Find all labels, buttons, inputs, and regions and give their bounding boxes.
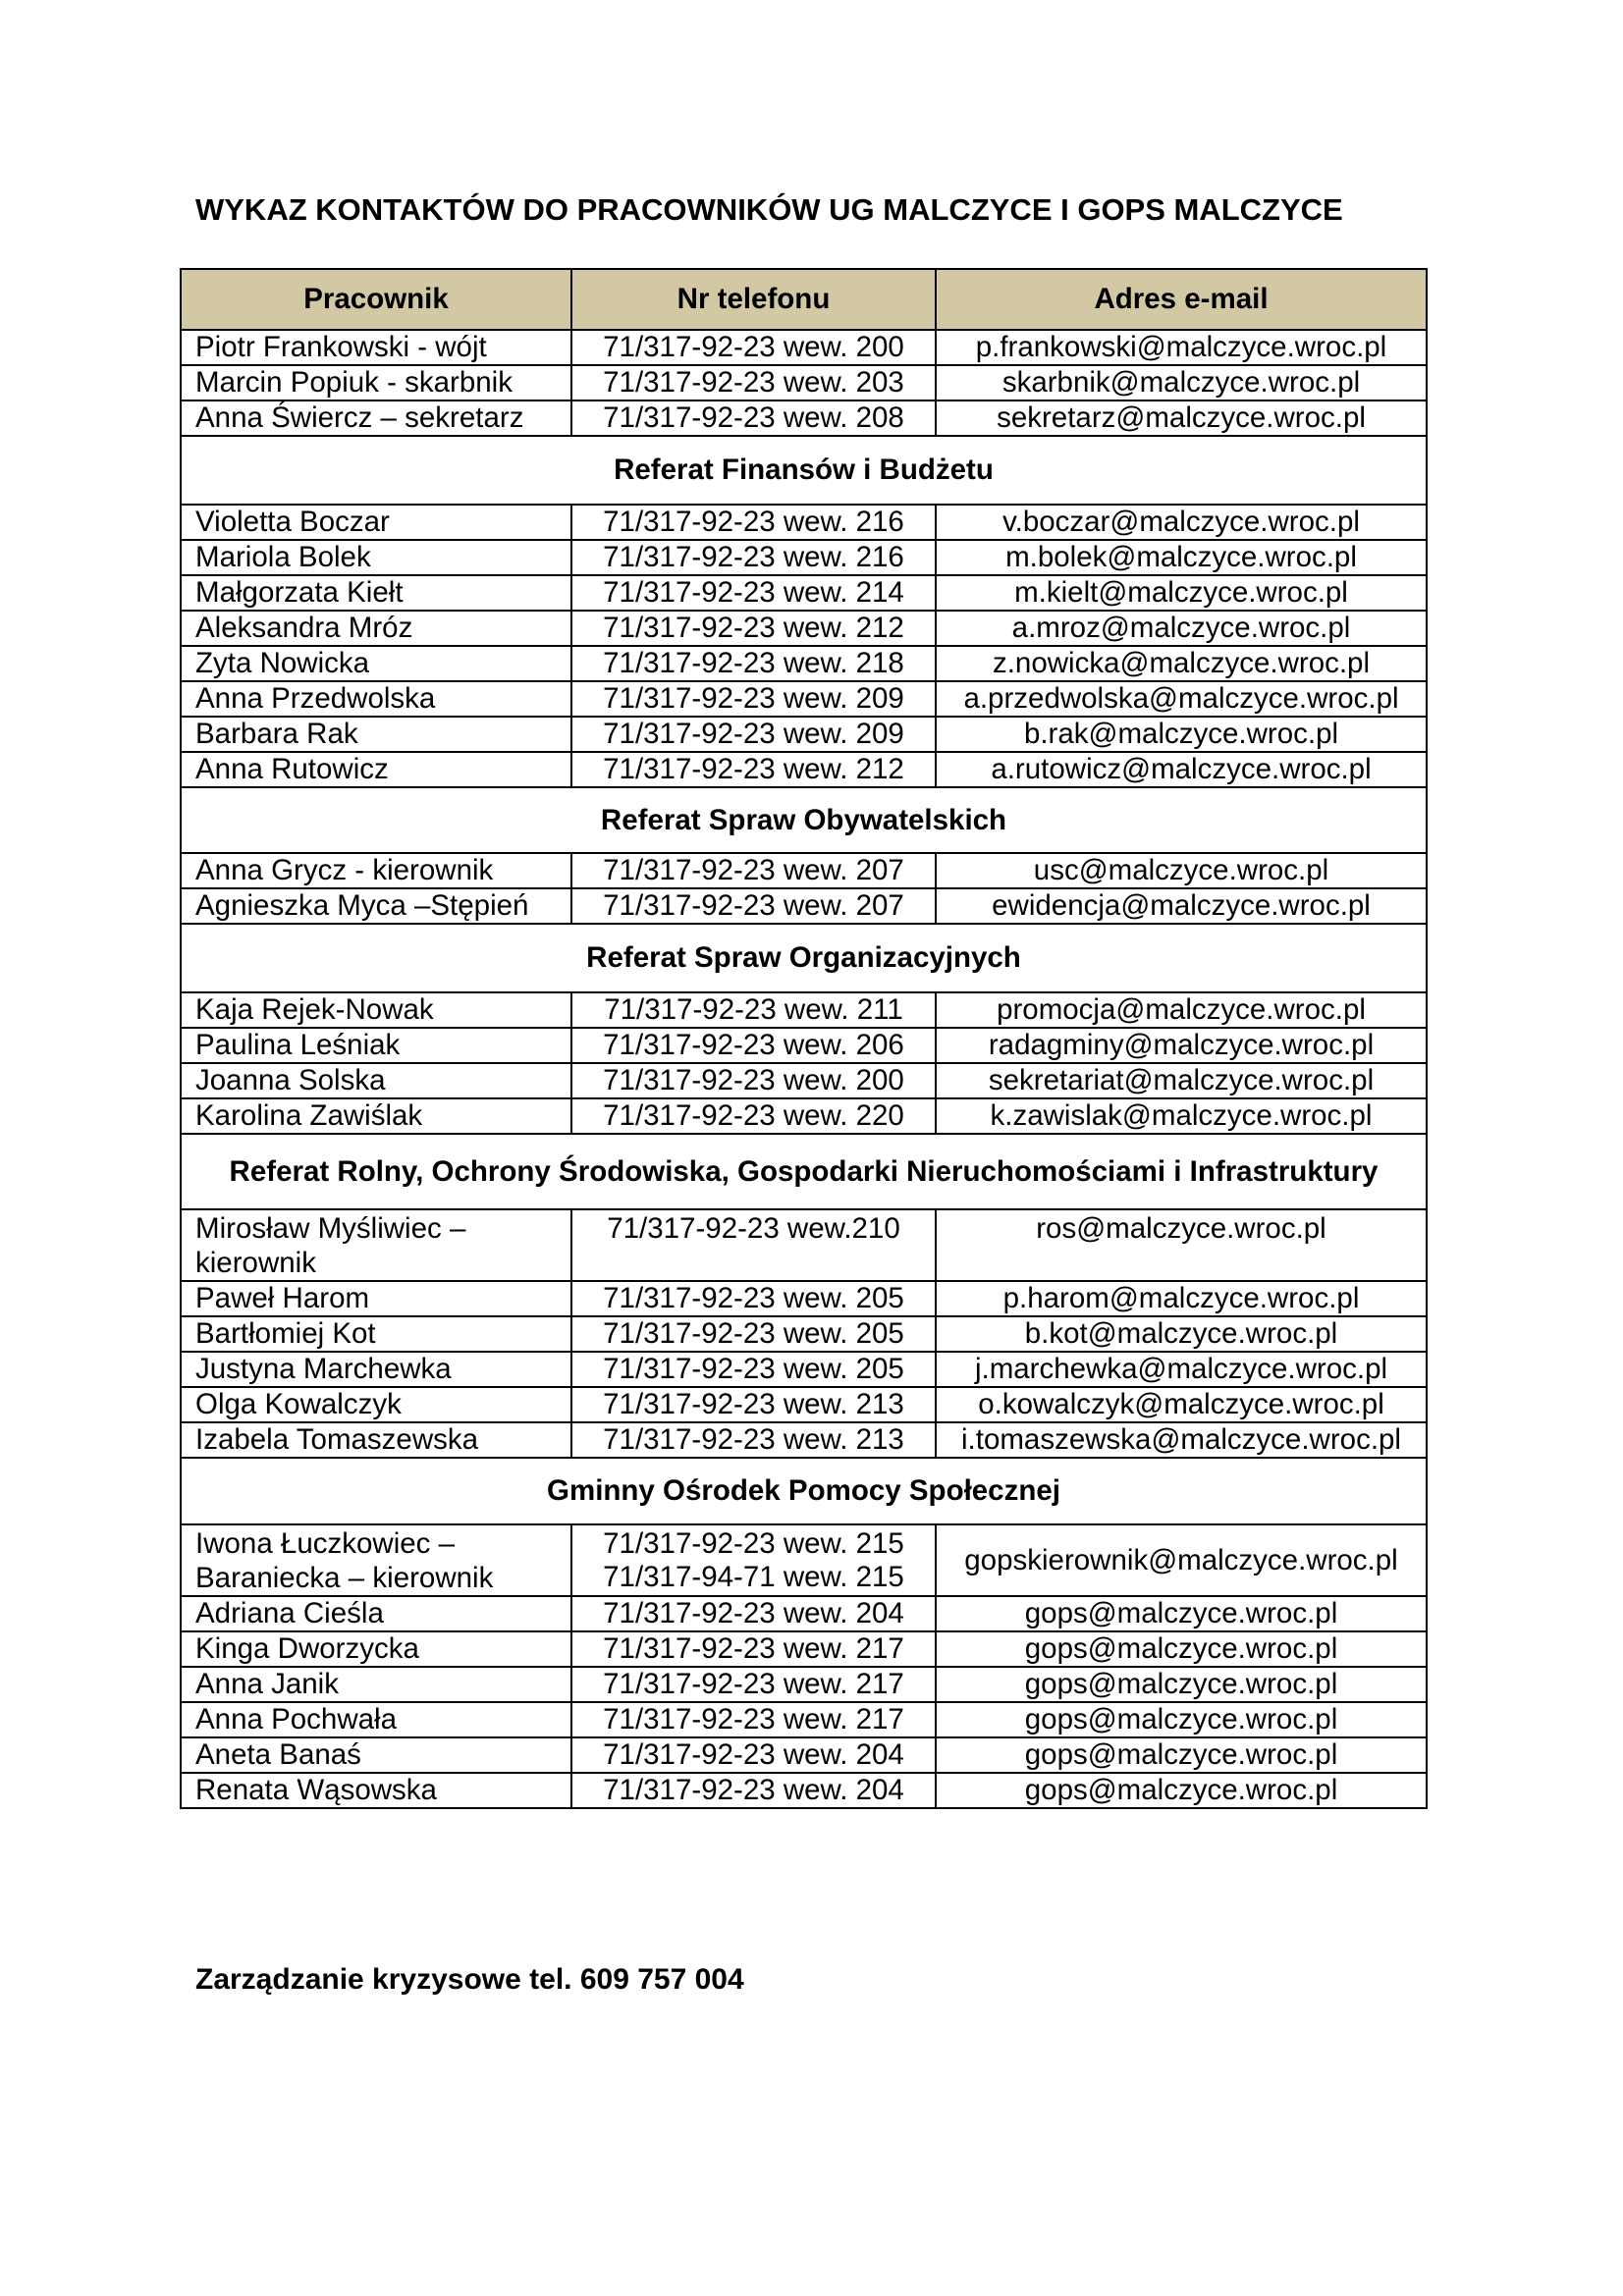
table-header-row xyxy=(181,269,1427,330)
employee-name: Anna Grycz - kierownik xyxy=(181,853,571,888)
employee-name: Mariola Bolek xyxy=(181,540,571,575)
table-row xyxy=(181,1596,1427,1631)
table-row xyxy=(181,330,1427,365)
phone-number: 71/317-92-23 wew. 200 xyxy=(571,1063,936,1098)
employee-name: Adriana Cieśla xyxy=(181,1596,571,1631)
section-row xyxy=(181,436,1427,505)
email-address: gops@malczyce.wroc.pl xyxy=(936,1737,1427,1773)
email-address: m.bolek@malczyce.wroc.pl xyxy=(936,540,1427,575)
phone-number: 71/317-92-23 wew. 213 xyxy=(571,1387,936,1422)
section-row xyxy=(181,1134,1427,1209)
employee-name: Małgorzata Kiełt xyxy=(181,575,571,611)
email-address: gops@malczyce.wroc.pl xyxy=(936,1631,1427,1667)
employee-name: Aneta Banaś xyxy=(181,1737,571,1773)
table-row xyxy=(181,1281,1427,1316)
section-heading: Referat Spraw Obywatelskich xyxy=(181,787,1427,853)
email-address: m.kielt@malczyce.wroc.pl xyxy=(936,575,1427,611)
email-address: gops@malczyce.wroc.pl xyxy=(936,1773,1427,1808)
email-address: usc@malczyce.wroc.pl xyxy=(936,853,1427,888)
phone-number: 71/317-92-23 wew. 216 xyxy=(571,505,936,540)
table-row xyxy=(181,853,1427,888)
phone-number: 71/317-92-23 wew. 205 xyxy=(571,1352,936,1387)
section-row xyxy=(181,787,1427,853)
phone-number: 71/317-92-23 wew. 204 xyxy=(571,1596,936,1631)
table-row xyxy=(181,365,1427,400)
phone-number: 71/317-92-23 wew. 204 xyxy=(571,1773,936,1808)
employee-name: Paulina Leśniak xyxy=(181,1028,571,1063)
employee-name: Anna Rutowicz xyxy=(181,752,571,787)
phone-number: 71/317-92-23 wew. 204 xyxy=(571,1737,936,1773)
email-address: gopskierownik@malczyce.wroc.pl xyxy=(936,1524,1427,1596)
email-address: j.marchewka@malczyce.wroc.pl xyxy=(936,1352,1427,1387)
employee-name: Paweł Harom xyxy=(181,1281,571,1316)
email-address: radagminy@malczyce.wroc.pl xyxy=(936,1028,1427,1063)
employee-name: Izabela Tomaszewska xyxy=(181,1422,571,1458)
email-address: v.boczar@malczyce.wroc.pl xyxy=(936,505,1427,540)
employee-name: Bartłomiej Kot xyxy=(181,1316,571,1352)
table-row xyxy=(181,1737,1427,1773)
table-row xyxy=(181,752,1427,787)
table-row xyxy=(181,1702,1427,1737)
table-row xyxy=(181,540,1427,575)
phone-number xyxy=(571,1524,936,1596)
phone-number-line: 71/317-92-23 wew.210 xyxy=(607,1212,900,1245)
phone-number: 71/317-92-23 wew. 203 xyxy=(571,365,936,400)
table-row xyxy=(181,611,1427,646)
table-row xyxy=(181,505,1427,540)
table-row xyxy=(181,1667,1427,1702)
phone-number: 71/317-92-23 wew. 217 xyxy=(571,1667,936,1702)
phone-number: 71/317-92-23 wew. 209 xyxy=(571,717,936,752)
phone-number: 71/317-92-23 wew. 211 xyxy=(571,992,936,1028)
employee-name: Karolina Zawiślak xyxy=(181,1098,571,1134)
table-row xyxy=(181,1773,1427,1808)
section-heading: Referat Spraw Organizacyjnych xyxy=(181,924,1427,992)
employee-name: Anna Pochwała xyxy=(181,1702,571,1737)
phone-number: 71/317-92-23 wew. 208 xyxy=(571,400,936,436)
phone-number: 71/317-92-23 wew. 207 xyxy=(571,853,936,888)
column-header-employee: Pracownik xyxy=(181,269,571,330)
employee-name: Anna Przedwolska xyxy=(181,681,571,717)
section-row xyxy=(181,1458,1427,1524)
phone-number-line: 71/317-94-71 wew. 215 xyxy=(603,1560,904,1593)
phone-number: 71/317-92-23 wew. 205 xyxy=(571,1316,936,1352)
employee-name: Piotr Frankowski - wójt xyxy=(181,330,571,365)
crisis-management-phone: Zarządzanie kryzysowe tel. 609 757 004 xyxy=(195,1963,744,1996)
email-address: b.rak@malczyce.wroc.pl xyxy=(936,717,1427,752)
section-heading: Referat Rolny, Ochrony Środowiska, Gospodarki Nieruchomościami i Infrastruktury xyxy=(181,1134,1427,1209)
table-row xyxy=(181,1387,1427,1422)
table-row xyxy=(181,575,1427,611)
email-address: gops@malczyce.wroc.pl xyxy=(936,1702,1427,1737)
employee-name: Anna Janik xyxy=(181,1667,571,1702)
phone-number: 71/317-92-23 wew. 217 xyxy=(571,1631,936,1667)
phone-number: 71/317-92-23 wew. 213 xyxy=(571,1422,936,1458)
email-address: ros@malczyce.wroc.pl xyxy=(936,1209,1427,1281)
table-row xyxy=(181,1422,1427,1458)
employee-name: Renata Wąsowska xyxy=(181,1773,571,1808)
table-row xyxy=(181,1063,1427,1098)
email-address: gops@malczyce.wroc.pl xyxy=(936,1667,1427,1702)
phone-number: 71/317-92-23 wew. 218 xyxy=(571,646,936,681)
table-row xyxy=(181,992,1427,1028)
email-address: a.mroz@malczyce.wroc.pl xyxy=(936,611,1427,646)
employee-name-line: Baraniecka – kierownik xyxy=(195,1562,494,1594)
table-row xyxy=(181,1524,1427,1596)
email-address: skarbnik@malczyce.wroc.pl xyxy=(936,365,1427,400)
table-row xyxy=(181,400,1427,436)
employee-name: Barbara Rak xyxy=(181,717,571,752)
phone-number xyxy=(571,1209,936,1281)
phone-number: 71/317-92-23 wew. 206 xyxy=(571,1028,936,1063)
phone-number-line: 71/317-92-23 wew. 215 xyxy=(603,1526,904,1560)
employee-name-line: kierownik xyxy=(195,1247,316,1279)
employee-name: Agnieszka Myca –Stępień xyxy=(181,888,571,924)
email-address: gops@malczyce.wroc.pl xyxy=(936,1596,1427,1631)
table-row xyxy=(181,646,1427,681)
employee-name: Kaja Rejek-Nowak xyxy=(181,992,571,1028)
phone-number: 71/317-92-23 wew. 214 xyxy=(571,575,936,611)
email-address: a.rutowicz@malczyce.wroc.pl xyxy=(936,752,1427,787)
table-row xyxy=(181,1098,1427,1134)
column-header-phone: Nr telefonu xyxy=(571,269,936,330)
email-address: p.frankowski@malczyce.wroc.pl xyxy=(936,330,1427,365)
employee-name: Aleksandra Mróz xyxy=(181,611,571,646)
email-address: p.harom@malczyce.wroc.pl xyxy=(936,1281,1427,1316)
phone-number: 71/317-92-23 wew. 200 xyxy=(571,330,936,365)
email-address: k.zawislak@malczyce.wroc.pl xyxy=(936,1098,1427,1134)
contacts-table xyxy=(180,268,1428,1809)
employee-name: Kinga Dworzycka xyxy=(181,1631,571,1667)
email-address: ewidencja@malczyce.wroc.pl xyxy=(936,888,1427,924)
table-row xyxy=(181,681,1427,717)
phone-number: 71/317-92-23 wew. 216 xyxy=(571,540,936,575)
employee-name-line: Iwona Łuczkowiec – xyxy=(195,1527,456,1560)
phone-number: 71/317-92-23 wew. 220 xyxy=(571,1098,936,1134)
table-row xyxy=(181,1352,1427,1387)
phone-number: 71/317-92-23 wew. 209 xyxy=(571,681,936,717)
email-address: b.kot@malczyce.wroc.pl xyxy=(936,1316,1427,1352)
column-header-email: Adres e-mail xyxy=(936,269,1427,330)
phone-number: 71/317-92-23 wew. 212 xyxy=(571,752,936,787)
employee-name: Anna Świercz – sekretarz xyxy=(181,400,571,436)
phone-number: 71/317-92-23 wew. 217 xyxy=(571,1702,936,1737)
employee-name xyxy=(181,1524,571,1596)
email-address: a.przedwolska@malczyce.wroc.pl xyxy=(936,681,1427,717)
table-row xyxy=(181,1631,1427,1667)
employee-name: Joanna Solska xyxy=(181,1063,571,1098)
employee-name xyxy=(181,1209,571,1281)
employee-name: Violetta Boczar xyxy=(181,505,571,540)
employee-name-line: Mirosław Myśliwiec – xyxy=(195,1212,466,1245)
table-row xyxy=(181,888,1427,924)
email-address: sekretarz@malczyce.wroc.pl xyxy=(936,400,1427,436)
employee-name: Zyta Nowicka xyxy=(181,646,571,681)
employee-name: Justyna Marchewka xyxy=(181,1352,571,1387)
table-row xyxy=(181,1209,1427,1281)
section-heading: Referat Finansów i Budżetu xyxy=(181,436,1427,505)
email-address: o.kowalczyk@malczyce.wroc.pl xyxy=(936,1387,1427,1422)
email-address: i.tomaszewska@malczyce.wroc.pl xyxy=(936,1422,1427,1458)
page-title: WYKAZ KONTAKTÓW DO PRACOWNIKÓW UG MALCZYCE I GOPS MALCZYCE xyxy=(195,192,1343,227)
section-heading: Gminny Ośrodek Pomocy Społecznej xyxy=(181,1458,1427,1524)
section-row xyxy=(181,924,1427,992)
phone-number: 71/317-92-23 wew. 205 xyxy=(571,1281,936,1316)
email-address: z.nowicka@malczyce.wroc.pl xyxy=(936,646,1427,681)
email-address: promocja@malczyce.wroc.pl xyxy=(936,992,1427,1028)
table-row xyxy=(181,1316,1427,1352)
employee-name: Marcin Popiuk - skarbnik xyxy=(181,365,571,400)
phone-number: 71/317-92-23 wew. 212 xyxy=(571,611,936,646)
phone-number: 71/317-92-23 wew. 207 xyxy=(571,888,936,924)
email-address: sekretariat@malczyce.wroc.pl xyxy=(936,1063,1427,1098)
employee-name: Olga Kowalczyk xyxy=(181,1387,571,1422)
table-row xyxy=(181,717,1427,752)
table-row xyxy=(181,1028,1427,1063)
